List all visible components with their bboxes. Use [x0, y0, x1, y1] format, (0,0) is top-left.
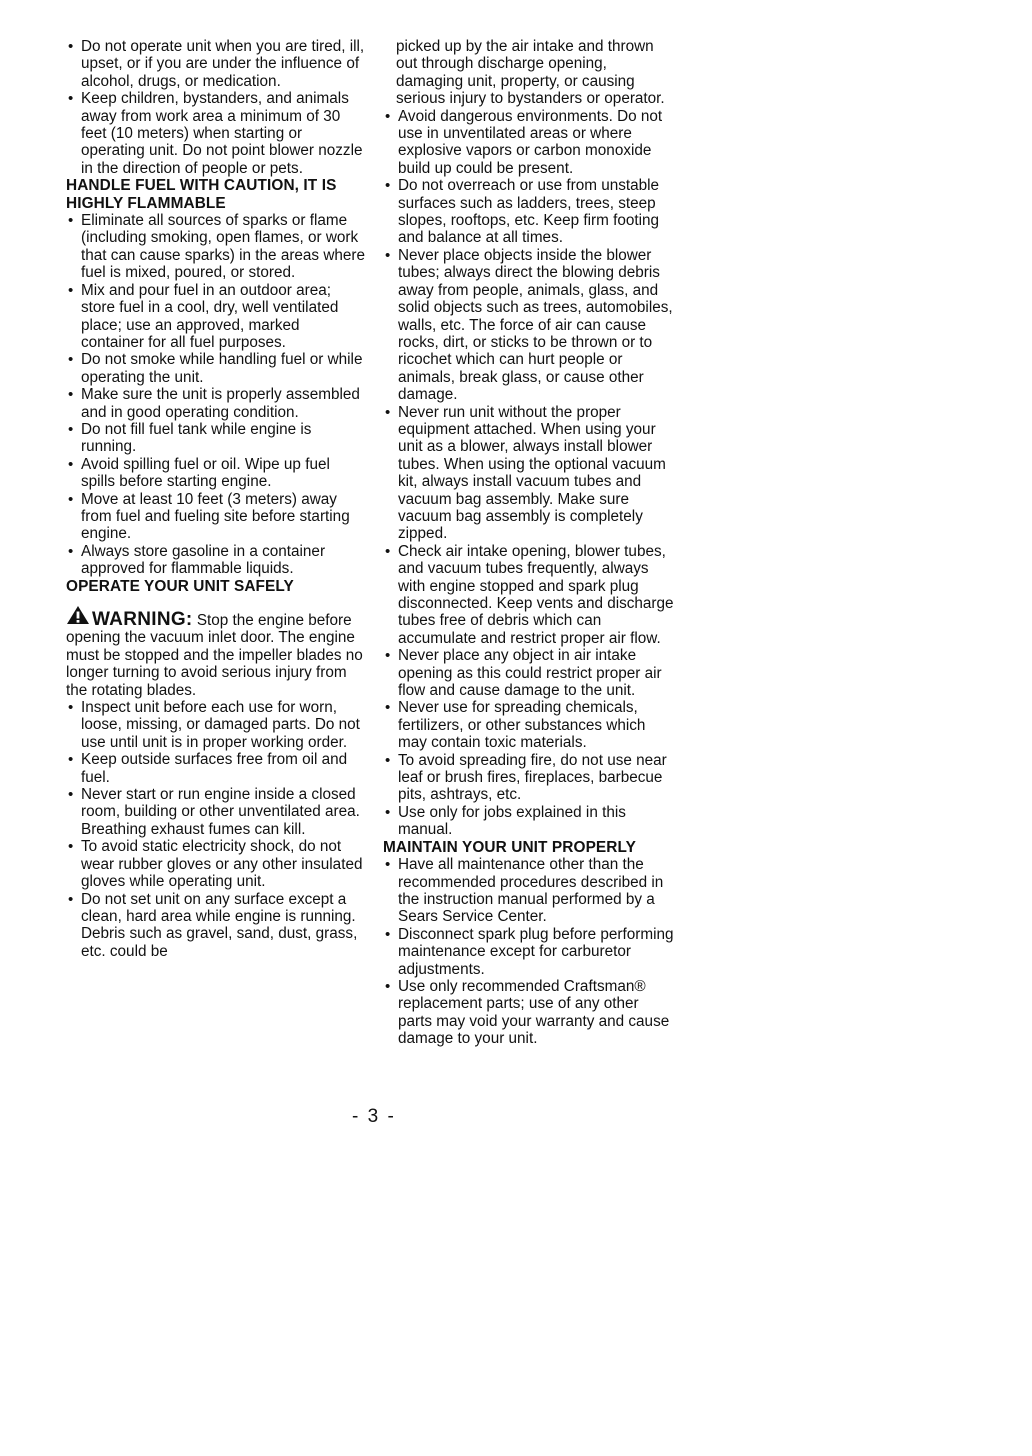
- list-item: • Check air intake opening, blower tubes, and vacuum tubes frequently, always with engine stopped and spark plug disconnected. Keep vents and discharge tubes free of debris which can accumulate and restrict proper air flow.: [383, 543, 675, 647]
- fuel-section-heading: HANDLE FUEL WITH CAUTION, IT IS HIGHLY FLAMMABLE: [66, 177, 337, 212]
- warning-text: Stop the engine before opening the vacuum inlet door. The engine must be stopped and the impeller blades no longer turning to avoid serious injury from the rotating blades.: [66, 612, 363, 699]
- continuation-text: picked up by the air intake and thrown out through discharge opening, damaging unit, property, or causing serious injury to bystanders or operator.: [396, 38, 665, 108]
- warning-notice: [66, 605, 366, 699]
- warning-label: WARNING:: [92, 609, 193, 630]
- right-column: [383, 38, 675, 1048]
- maintain-bullet-list: [383, 856, 675, 1047]
- list-item: • Mix and pour fuel in an outdoor area; store fuel in a cool, dry, well ventilated place; use an approved, marked container for all fuel purposes.: [66, 282, 366, 352]
- list-item: • Always store gasoline in a container approved for flammable liquids.: [66, 543, 366, 578]
- list-item: • Disconnect spark plug before performing maintenance except for carburetor adjustments.: [383, 926, 675, 978]
- operate-bullet-list: [66, 699, 366, 960]
- warning-triangle-icon: [66, 605, 90, 625]
- list-item: • Avoid spilling fuel or oil. Wipe up fuel spills before starting engine.: [66, 456, 366, 491]
- fuel-bullet-list: [66, 212, 366, 578]
- list-item: • Never run unit without the proper equipment attached. When using your unit as a blower, always install blower tubes. When using the optional vacuum kit, always install vacuum tubes and vacuum bag assembly. Make sure vacuum bag assembly is completely zipped.: [383, 404, 675, 543]
- list-item: • To avoid spreading fire, do not use near leaf or brush fires, fireplaces, barbecue pits, ashtrays, etc.: [383, 752, 675, 804]
- list-item: • Do not smoke while handling fuel or while operating the unit.: [66, 351, 366, 386]
- list-item: • Avoid dangerous environments. Do not use in unventilated areas or where explosive vapors or carbon monoxide build up could be present.: [383, 108, 675, 178]
- operate-bullet-list-continued: [383, 108, 675, 839]
- list-item: • Make sure the unit is properly assembled and in good operating condition.: [66, 386, 366, 421]
- list-item: • To avoid static electricity shock, do not wear rubber gloves or any other insulated gloves while operating unit.: [66, 838, 366, 890]
- list-item: • Inspect unit before each use for worn, loose, missing, or damaged parts. Do not use until unit is in proper working order.: [66, 699, 366, 751]
- list-item: • Do not overreach or use from unstable surfaces such as ladders, trees, steep slopes, rooftops, etc. Keep firm footing and balance at all times.: [383, 177, 675, 247]
- list-item: • Have all maintenance other than the recommended procedures described in the instruction manual performed by a Sears Service Center.: [383, 856, 675, 926]
- list-item: • Use only recommended Craftsman® replacement parts; use of any other parts may void your warranty and cause damage to your unit.: [383, 978, 675, 1048]
- list-item: • Do not operate unit when you are tired, ill, upset, or if you are under the influence of alcohol, drugs, or medication.: [66, 38, 366, 90]
- list-item: • Move at least 10 feet (3 meters) away from fuel and fueling site before starting engine.: [66, 491, 366, 543]
- list-item: • Eliminate all sources of sparks or flame (including smoking, open flames, or work that can cause sparks) in the areas where fuel is mixed, poured, or stored.: [66, 212, 366, 282]
- list-item: • Never use for spreading chemicals, fertilizers, or other substances which may contain toxic materials.: [383, 699, 675, 751]
- maintain-section-heading: MAINTAIN YOUR UNIT PROPERLY: [383, 838, 636, 856]
- list-item: • Never place objects inside the blower tubes; always direct the blowing debris away from people, animals, glass, and solid objects such as trees, automobiles, walls, etc. The force of air can cause rocks, dirt, or sticks to be thrown or to ricochet which can hurt people or animals, break glass, or cause other damage.: [383, 247, 675, 404]
- list-item: • Do not set unit on any surface except a clean, hard area while engine is running. Debris such as gravel, sand, dust, grass, etc. could be: [66, 891, 366, 961]
- list-item: • Keep outside surfaces free from oil and fuel.: [66, 751, 366, 786]
- warning-head: [66, 605, 193, 628]
- list-item: • Do not fill fuel tank while engine is running.: [66, 421, 366, 456]
- list-item: • Keep children, bystanders, and animals away from work area a minimum of 30 feet (10 meters) when starting or operating unit. Do not point blower nozzle in the direction of people or pets.: [66, 90, 366, 177]
- list-item: • Never start or run engine inside a closed room, building or other unventilated area. Breathing exhaust fumes can kill.: [66, 786, 366, 838]
- left-column: [66, 38, 366, 960]
- operate-section-heading: OPERATE YOUR UNIT SAFELY: [66, 577, 294, 595]
- list-item: • Use only for jobs explained in this manual.: [383, 804, 675, 839]
- list-item: • Never place any object in air intake opening as this could restrict proper air flow and cause damage to the unit.: [383, 647, 675, 699]
- intro-bullet-list: [66, 38, 366, 177]
- page-number: - 3 -: [352, 1106, 396, 1127]
